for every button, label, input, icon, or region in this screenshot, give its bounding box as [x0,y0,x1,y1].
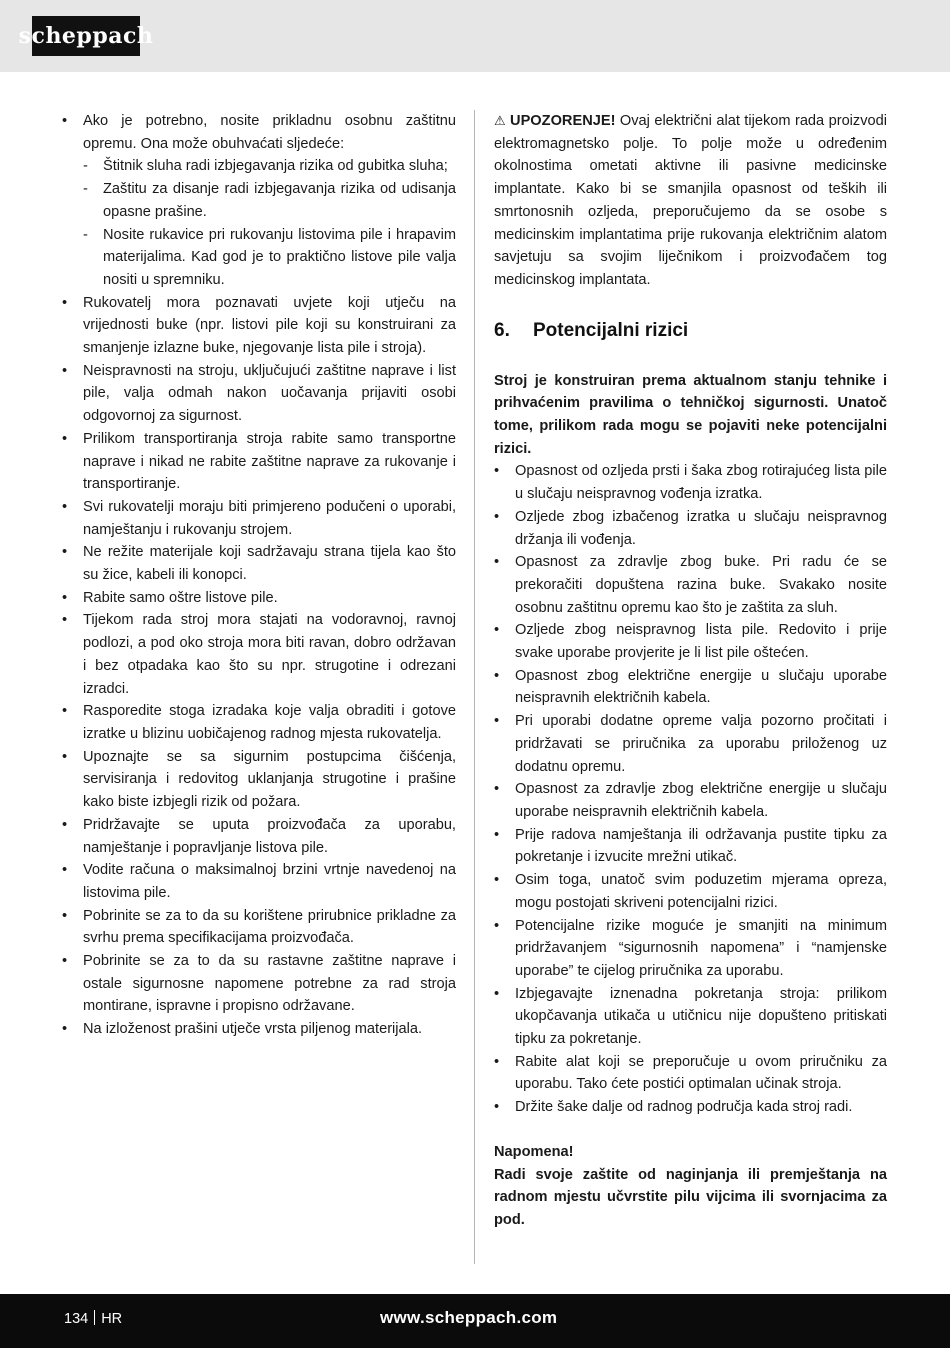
risk-list [494,460,887,1118]
language-code: HR [101,1311,123,1327]
note-text: Radi svoje zaštite od naginjanja ili premještanja na radnom mjestu učvrstite pilu vijcima ili svornjacima za pod. [494,1166,887,1228]
list-item: • Izbjegavajte iznenadna pokretanja stroja: prilikom ukopčavanja utikača u utičnicu nije dopušteno pritiskati tipku za pokretanje. [494,983,887,1051]
left-column [62,110,456,1041]
list-item: • Rabite alat koji se preporučuje u ovom priručniku za uporabu. Tako ćete postići optimalan učinak stroja. [494,1051,887,1096]
list-item: • Pobrinite se za to da su rastavne zaštitne naprave i ostale sigurnosne napomene potrebne za rad stroja montirane, ispravne i propisno održavane. [62,950,456,1018]
list-item: • Vodite računa o maksimalnoj brzini vrtnje navedenoj na listovima pile. [62,859,456,904]
list-item: • Ozljede zbog izbačenog izratka u slučaju neispravnog držanja ili vođenja. [494,506,887,551]
sub-list-item: - Štitnik sluha radi izbjegavanja rizika od gubitka sluha; [62,155,456,178]
section-number: 6. [494,319,510,341]
warning-triangle-icon: ⚠ [494,113,507,128]
list-item: • Prilikom transportiranja stroja rabite samo transportne naprave i nikad ne rabite zaštitne naprave za rukovanje i transportiranje. [62,428,456,496]
warning-title: UPOZORENJE! [510,113,616,129]
list-item: • Ako je potrebno, nosite prikladnu osobnu zaštitnu opremu. Ona može obuhvaćati sljedeće: [62,110,456,155]
list-item: • Opasnost od ozljeda prsti i šaka zbog rotirajućeg lista pile u slučaju neispravnog vođenja izratka. [494,460,887,505]
website-link[interactable]: www.scheppach.com [380,1308,558,1327]
page-info [64,1310,122,1327]
footer-bar [0,1294,950,1348]
list-item: • Rukovatelj mora poznavati uvjete koji utječu na vrijednosti buke (npr. listovi pile koji su konstruirani za smanjenje izlazne buke, njegovanje lista pile i stroja). [62,292,456,360]
list-item: • Opasnost za zdravlje zbog električne energije u slučaju uporabe neispravnih električnih kabela. [494,778,887,823]
warning-block [494,110,887,292]
column-divider [474,110,475,1264]
list-item: • Prije radova namještanja ili održavanja pustite tipku za pokretanje i izvucite mrežni utikač. [494,824,887,869]
header-bar [0,0,950,72]
scheppach-logo: scheppach [32,16,140,56]
list-item: • Potencijalne rizike moguće je smanjiti na minimum pridržavanjem “sigurnosnih napomena” i “namjenske uporabe” te cijelog priručnika za uporabu. [494,915,887,983]
list-item: • Držite šake dalje od radnog područja kada stroj radi. [494,1096,887,1119]
note-title: Napomena! [494,1143,574,1160]
list-item: • Neispravnosti na stroju, uključujući zaštitne naprave i list pile, valja odmah nakon uočavanja prijaviti osobi odgovornoj za sigurnost. [62,360,456,428]
list-item: • Na izloženost prašini utječe vrsta piljenog materijala. [62,1018,456,1041]
warning-text: Ovaj električni alat tijekom rada proizvodi elektromagnetsko polje. To polje može u određenim okolnostima ometati aktivne ili pasivne medicinske implantate. Kako bi se smanjila opasnost od teških ili smrtonosnih ozljeda, preporučujemo da se osobe s medicinskim implantatima prije rukovanja električnim alatom savjetuju sa svojim liječnikom i proizvođačem tog medicinskog implantata. [494,113,887,288]
list-item: • Ozljede zbog neispravnog lista pile. Redovito i prije svake uporabe provjerite je li list pile oštećen. [494,619,887,664]
note-block [494,1141,887,1232]
list-item: • Opasnost za zdravlje zbog buke. Pri radu će se prekoračiti dopuštena razina buke. Svakako nosite osobnu zaštitnu opremu kao što je zaštita za sluh. [494,551,887,619]
list-item: • Svi rukovatelji moraju biti primjereno podučeni o uporabi, namještanju i rukovanju strojem. [62,496,456,541]
right-column [494,110,887,1232]
page-number: 134 [64,1311,89,1327]
sub-list-item: - Nosite rukavice pri rukovanju listovima pile i hrapavim materijalima. Kad god je to praktično listove pile valja nositi u spremniku. [62,224,456,292]
section-intro: Stroj je konstruiran prema aktualnom stanju tehnike i prihvaćenim pravilima o tehničkoj sigurnosti. Unatoč tome, prilikom rada mogu se pojaviti neke potencijalni rizici. [494,372,887,457]
sub-list-item: - Zaštitu za disanje radi izbjegavanja rizika od udisanja opasne prašine. [62,178,456,223]
footer-separator [94,1310,95,1325]
list-item: • Upoznajte se sa sigurnim postupcima čišćenja, servisiranja i redovitog uklanjanja strugotine i prašine kako biste izbjegli rizik od požara. [62,746,456,814]
list-item: • Ne režite materijale koji sadržavaju strana tijela kao što su žice, kabeli ili konopci. [62,541,456,586]
section-title: Potencijalni rizici [533,319,689,341]
list-item: • Pridržavajte se uputa proizvođača za uporabu, namještanje i popravljanje listova pile. [62,814,456,859]
list-item: • Tijekom rada stroj mora stajati na vodoravnoj, ravnoj podlozi, a pod oko stroja mora biti ravan, dobro održavan i bez otpadaka kao što su npr. strugotine i odrezani izradci. [62,609,456,700]
list-item: • Pri uporabi dodatne opreme valja pozorno pročitati i pridržavati se priručnika za uporabu priloženog uz dodatnu opremu. [494,710,887,778]
section-heading [494,318,887,344]
list-item: • Rabite samo oštre listove pile. [62,587,456,610]
list-item: • Rasporedite stoga izradaka koje valja obraditi i gotove izratke u blizinu uobičajenog radnog mjesta rukovatelja. [62,700,456,745]
list-item: • Osim toga, unatoč svim poduzetim mjerama opreza, mogu postojati skriveni potencijalni rizici. [494,869,887,914]
list-item: • Opasnost zbog električne energije u slučaju uporabe neispravnih električnih kabela. [494,665,887,710]
safety-list [62,110,456,1041]
list-item: • Pobrinite se za to da su korištene prirubnice prikladne za svrhu prema specifikacijama proizvođača. [62,905,456,950]
